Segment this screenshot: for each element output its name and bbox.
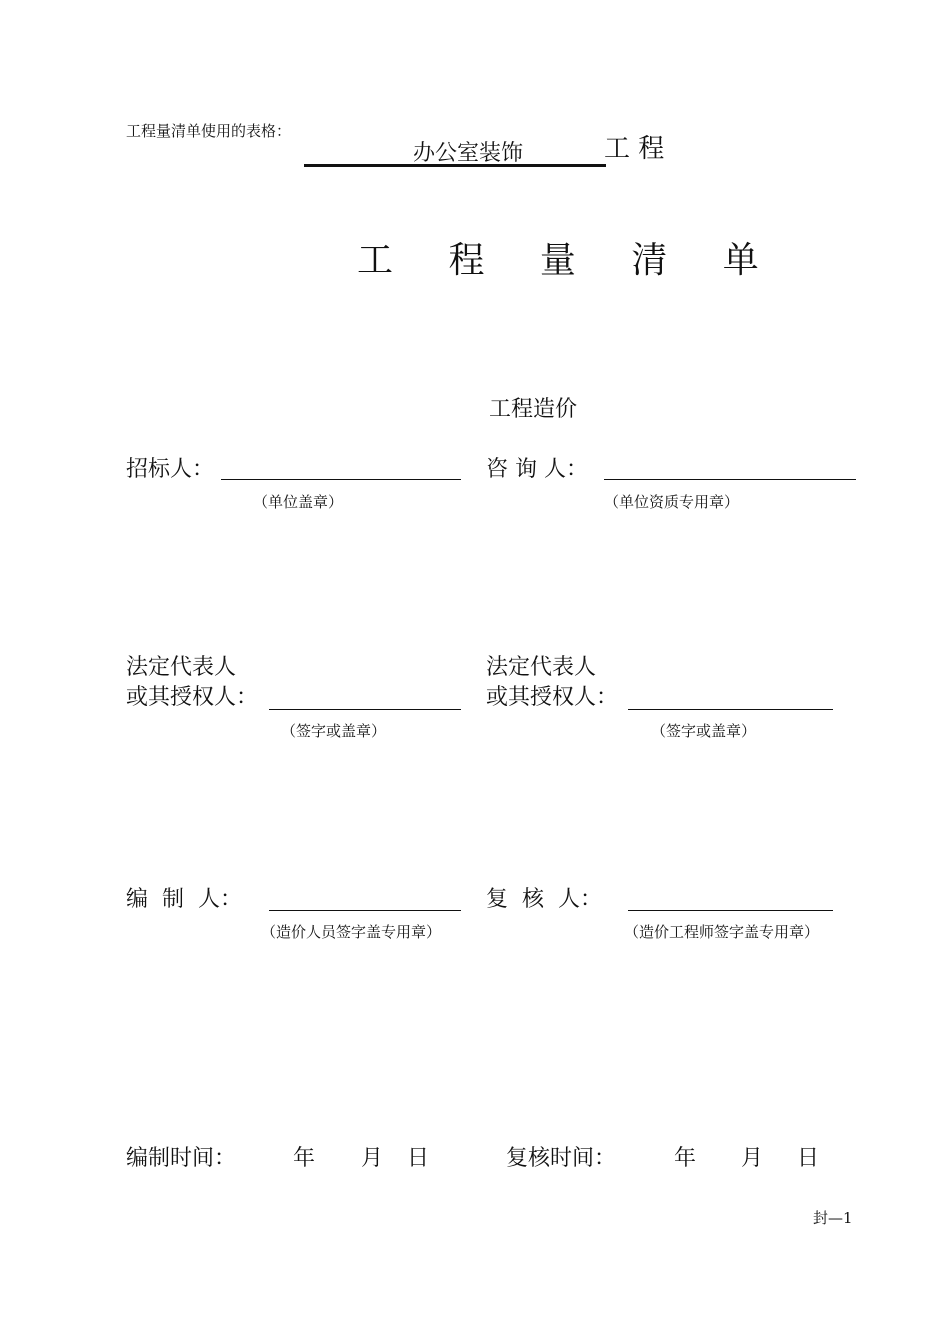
consultant-signature-line: [604, 479, 856, 480]
legal-rep-right-label-line1: 法定代表人: [486, 655, 597, 680]
compiler-signature-line: [269, 910, 461, 911]
compiler-label: 编 制 人：: [126, 887, 242, 912]
compile-day: 日: [407, 1146, 430, 1171]
page-code: 封—1: [813, 1209, 853, 1227]
legal-rep-right-label-line2: 或其授权人：: [486, 685, 619, 710]
reviewer-label: 复 核 人：: [486, 887, 602, 912]
project-name: 办公室装饰: [413, 141, 524, 166]
consultant-label: 咨 询 人：: [486, 457, 588, 482]
project-suffix: 工 程: [604, 134, 665, 164]
page-title: 工 程 量 清 单: [357, 240, 781, 281]
review-month: 月: [741, 1146, 764, 1171]
compile-time-label: 编制时间：: [126, 1146, 237, 1171]
compile-year: 年: [293, 1146, 316, 1171]
legal-rep-left-label-line1: 法定代表人: [126, 655, 237, 680]
review-time-label: 复核时间：: [506, 1146, 617, 1171]
legal-rep-left-note: （签字或盖章）: [281, 722, 387, 740]
reviewer-signature-line: [628, 910, 833, 911]
consultant-note: （单位资质专用章）: [604, 493, 740, 511]
tenderer-label: 招标人：: [126, 457, 215, 482]
legal-rep-right-note: （签字或盖章）: [651, 722, 757, 740]
legal-rep-right-signature-line: [628, 709, 833, 710]
form-note: 工程量清单使用的表格：: [126, 122, 292, 140]
reviewer-note: （造价工程师签字盖专用章）: [624, 923, 820, 941]
legal-rep-left-signature-line: [269, 709, 461, 710]
tenderer-signature-line: [221, 479, 461, 480]
review-year: 年: [674, 1146, 697, 1171]
compile-month: 月: [361, 1146, 384, 1171]
project-name-underline: [304, 164, 606, 167]
compiler-note: （造价人员签字盖专用章）: [261, 923, 442, 941]
review-day: 日: [797, 1146, 820, 1171]
legal-rep-left-label-line2: 或其授权人：: [126, 685, 259, 710]
cost-label: 工程造价: [489, 397, 578, 422]
tenderer-note: （单位盖章）: [253, 493, 344, 511]
